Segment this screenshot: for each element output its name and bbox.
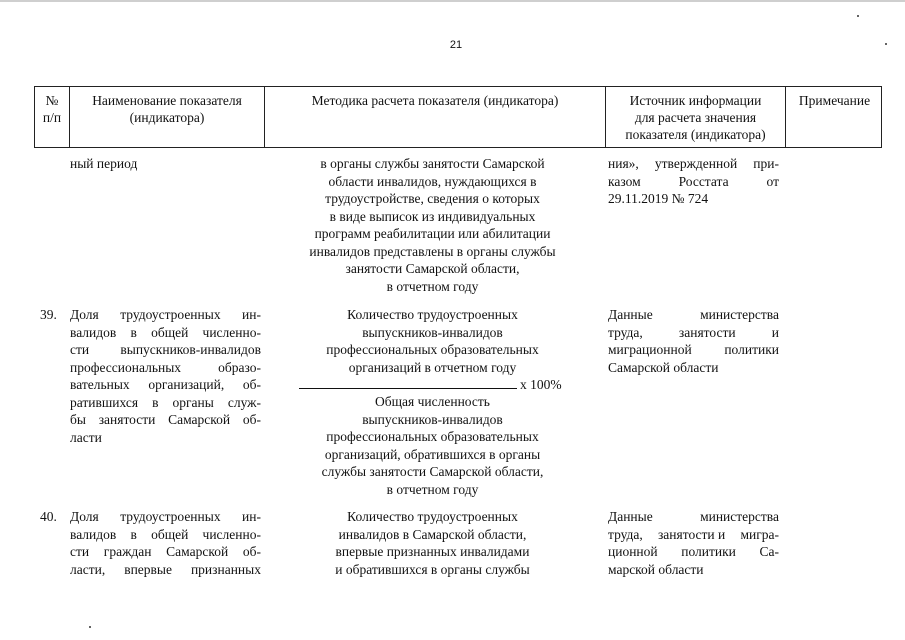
row-39-multiplier: x 100% — [520, 377, 562, 392]
header-indicator-name: Наименование показателя (индикатора) — [92, 93, 242, 125]
row-39-source: Данные министерства труда, занятости и миграционной политики Самарской области — [608, 307, 779, 375]
continuation-name: ный период — [70, 156, 138, 171]
scan-top-edge — [0, 0, 905, 2]
row-39-indicator-name: Доля трудоустроенных ин- валидов в общей численно- сти выпускников-инвалидов профессиональных образо- вательных организаций, об- ратившихся в органы служ- бы занятости Самарской об- ласти — [70, 307, 261, 445]
scan-speck — [89, 626, 91, 628]
page-number: 21 — [449, 39, 463, 51]
table-header — [34, 86, 882, 148]
row-39-number: 39. — [40, 307, 57, 322]
row-40-number: 40. — [40, 509, 57, 524]
row-39-fraction-bar — [299, 388, 517, 389]
header-method: Методика расчета показателя (индикатора) — [311, 93, 559, 108]
row-39-formula-denominator: Общая численность выпускников-инвалидов профессиональных образовательных организаций, обратившихся в органы службы занятости Самарской области, в отчетном году — [321, 394, 544, 497]
row-40-source: Данные министерства труда, занятости и мигра- ционной политики Са- марской области — [608, 509, 779, 577]
continuation-source: ния», утвержденной при- казом Росстата от 29.11.2019 № 724 — [608, 156, 779, 206]
scan-speck — [857, 15, 859, 17]
header-note: Примечание — [798, 93, 871, 108]
row-40-method: Количество трудоустроенных инвалидов в Самарской области, впервые признанных инвалидами и обратившихся в органы службы — [335, 509, 530, 577]
header-num: № п/п — [42, 93, 62, 125]
scan-speck — [885, 43, 887, 45]
row-39-formula-numerator: Количество трудоустроенных выпускников-инвалидов профессиональных образовательных организаций в отчетном году — [326, 307, 539, 375]
continuation-method: в органы службы занятости Самарской области инвалидов, нуждающихся в трудоустройстве, сведения о которых в виде выписок из индивидуальных программ реабилитации или абилитации инвалидов представлены в органы службы занятости Самарской области, в отчетном году — [309, 156, 556, 294]
row-40-indicator-name: Доля трудоустроенных ин- валидов в общей численно- сти граждан Самарской об- ласти, впервые признанных — [70, 509, 261, 577]
header-source: Источник информации для расчета значения показателя (индикатора) — [625, 93, 766, 142]
